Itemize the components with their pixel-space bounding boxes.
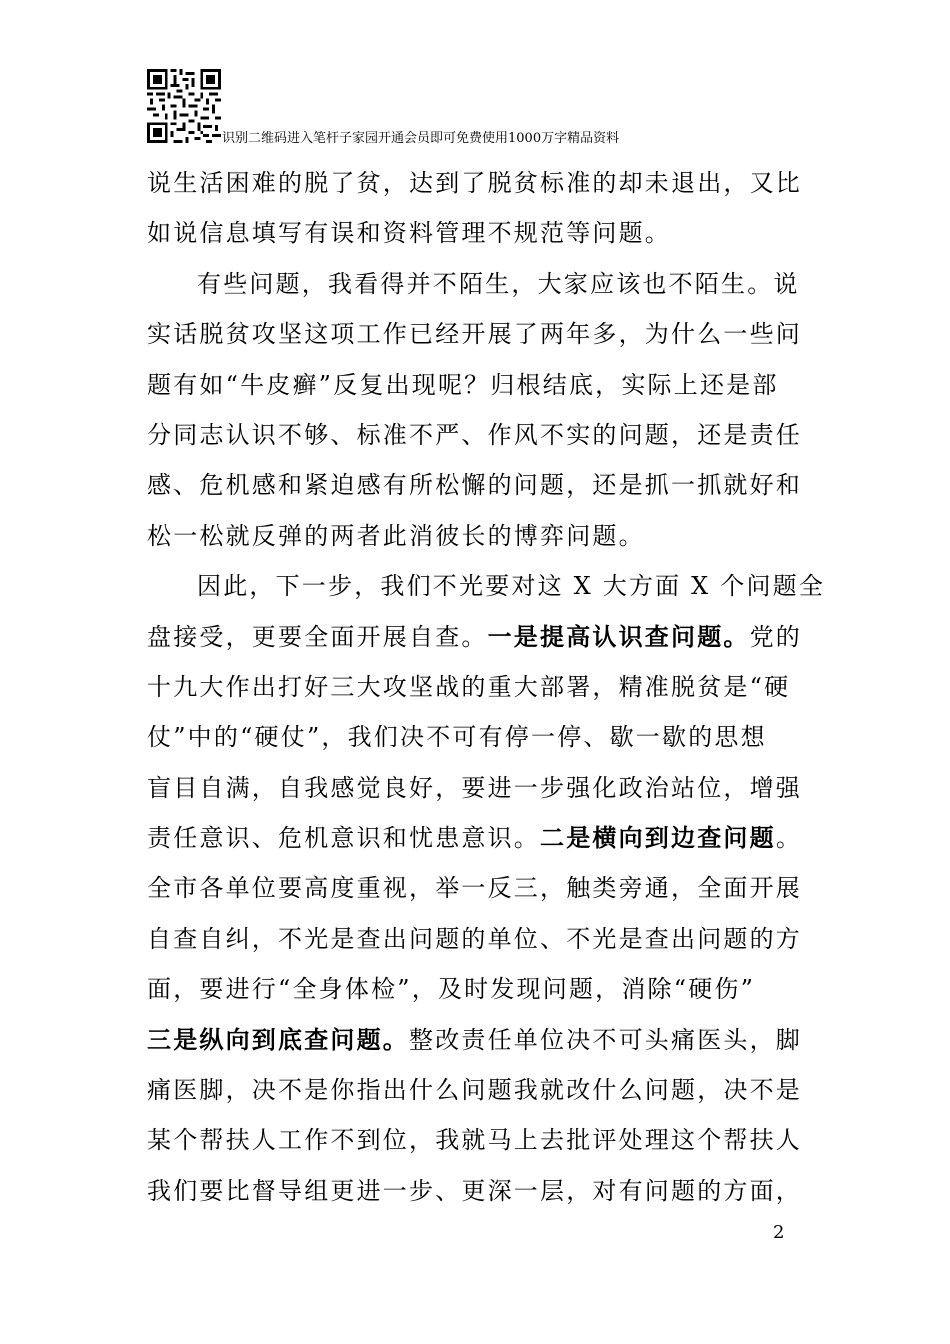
text-segment: 我们要比督导组更进一步、更深一层，对有问题的方面，	[147, 1176, 802, 1205]
text-line	[147, 1065, 807, 1115]
text-line	[147, 612, 807, 662]
text-segment: 实话脱贫攻坚这项工作已经开展了两年多，为什么一些问	[147, 320, 802, 349]
text-line	[147, 309, 807, 359]
page-number: 2	[773, 1222, 785, 1243]
text-line	[147, 914, 807, 964]
text-segment: 说生活困难的脱了贫，达到了脱贫标准的却未退出，又比	[147, 169, 802, 197]
text-segment: 面，要进行“全身体检”，及时发现问题，消除“硬伤”	[147, 975, 756, 1004]
text-segment: 分同志认识不够、标准不严、作风不实的问题，还是责任	[147, 420, 802, 449]
text-line	[147, 1115, 807, 1165]
text-line	[147, 964, 807, 1014]
document-body	[147, 158, 826, 1216]
text-line	[147, 763, 807, 813]
text-segment: 感、危机感和紧迫感有所松懈的问题，还是抓一抓就好和	[147, 471, 802, 500]
text-segment: 十九大作出打好三大攻坚战的重大部署，精准脱贫是“硬	[147, 672, 791, 701]
text-line	[147, 259, 807, 309]
text-segment: 仗”中的“硬仗”，我们决不可有停一停、歇一歇的思想	[147, 723, 767, 752]
bold-heading-text: 二是横向到边查问题	[540, 823, 776, 853]
text-line	[147, 360, 807, 410]
text-segment: 题有如“牛皮癣”反复出现呢？归根结底，实际上还是部	[147, 370, 779, 399]
text-line	[147, 863, 807, 913]
text-segment: 。	[775, 824, 803, 853]
text-segment: 松一松就反弹的两者此消彼长的博弈问题。	[147, 521, 645, 550]
text-segment: 整改责任单位决不可头痛医头，脚	[409, 1025, 802, 1054]
text-segment: 如说信息填写有误和资料管理不规范等问题。	[147, 219, 671, 248]
header-promo-text: 识别二维码进入笔杆子家园开通会员即可免费使用1000万字精品资料	[222, 131, 620, 146]
text-line	[147, 662, 807, 712]
text-line	[147, 1166, 807, 1216]
text-segment: 某个帮扶人工作不到位，我就马上去批评处理这个帮扶人	[147, 1126, 802, 1155]
text-line	[147, 712, 807, 762]
text-line	[147, 1015, 807, 1065]
text-line	[147, 813, 807, 863]
bold-heading-text: 一是提高认识查问题。	[487, 621, 750, 651]
text-segment: 自查自纠，不光是查出问题的单位、不光是查出问题的方	[147, 924, 802, 953]
text-line	[147, 460, 807, 510]
text-segment: 有些问题，我看得并不陌生，大家应该也不陌生。说	[197, 269, 800, 298]
text-segment: 盲目自满，自我感觉良好，要进一步强化政治站位，增强	[147, 773, 802, 802]
text-line	[147, 561, 826, 611]
text-segment: 因此，下一步，我们不光要对这 X 大方面 X 个问题全	[197, 572, 826, 601]
text-segment: 痛医脚，决不是你指出什么问题我就改什么问题，决不是	[147, 1076, 802, 1105]
text-line	[147, 410, 807, 460]
text-line	[147, 511, 807, 561]
text-segment: 盘接受，更要全面开展自查。	[147, 622, 488, 651]
text-line	[147, 158, 807, 208]
bold-heading-text: 三是纵向到底查问题。	[147, 1024, 409, 1054]
qr-code-icon	[147, 69, 221, 143]
text-segment: 全市各单位要高度重视，举一反三，触类旁通，全面开展	[147, 874, 802, 903]
text-line	[147, 208, 807, 258]
text-segment: 党的	[749, 622, 803, 651]
text-segment: 责任意识、危机意识和忧患意识。	[147, 824, 540, 853]
